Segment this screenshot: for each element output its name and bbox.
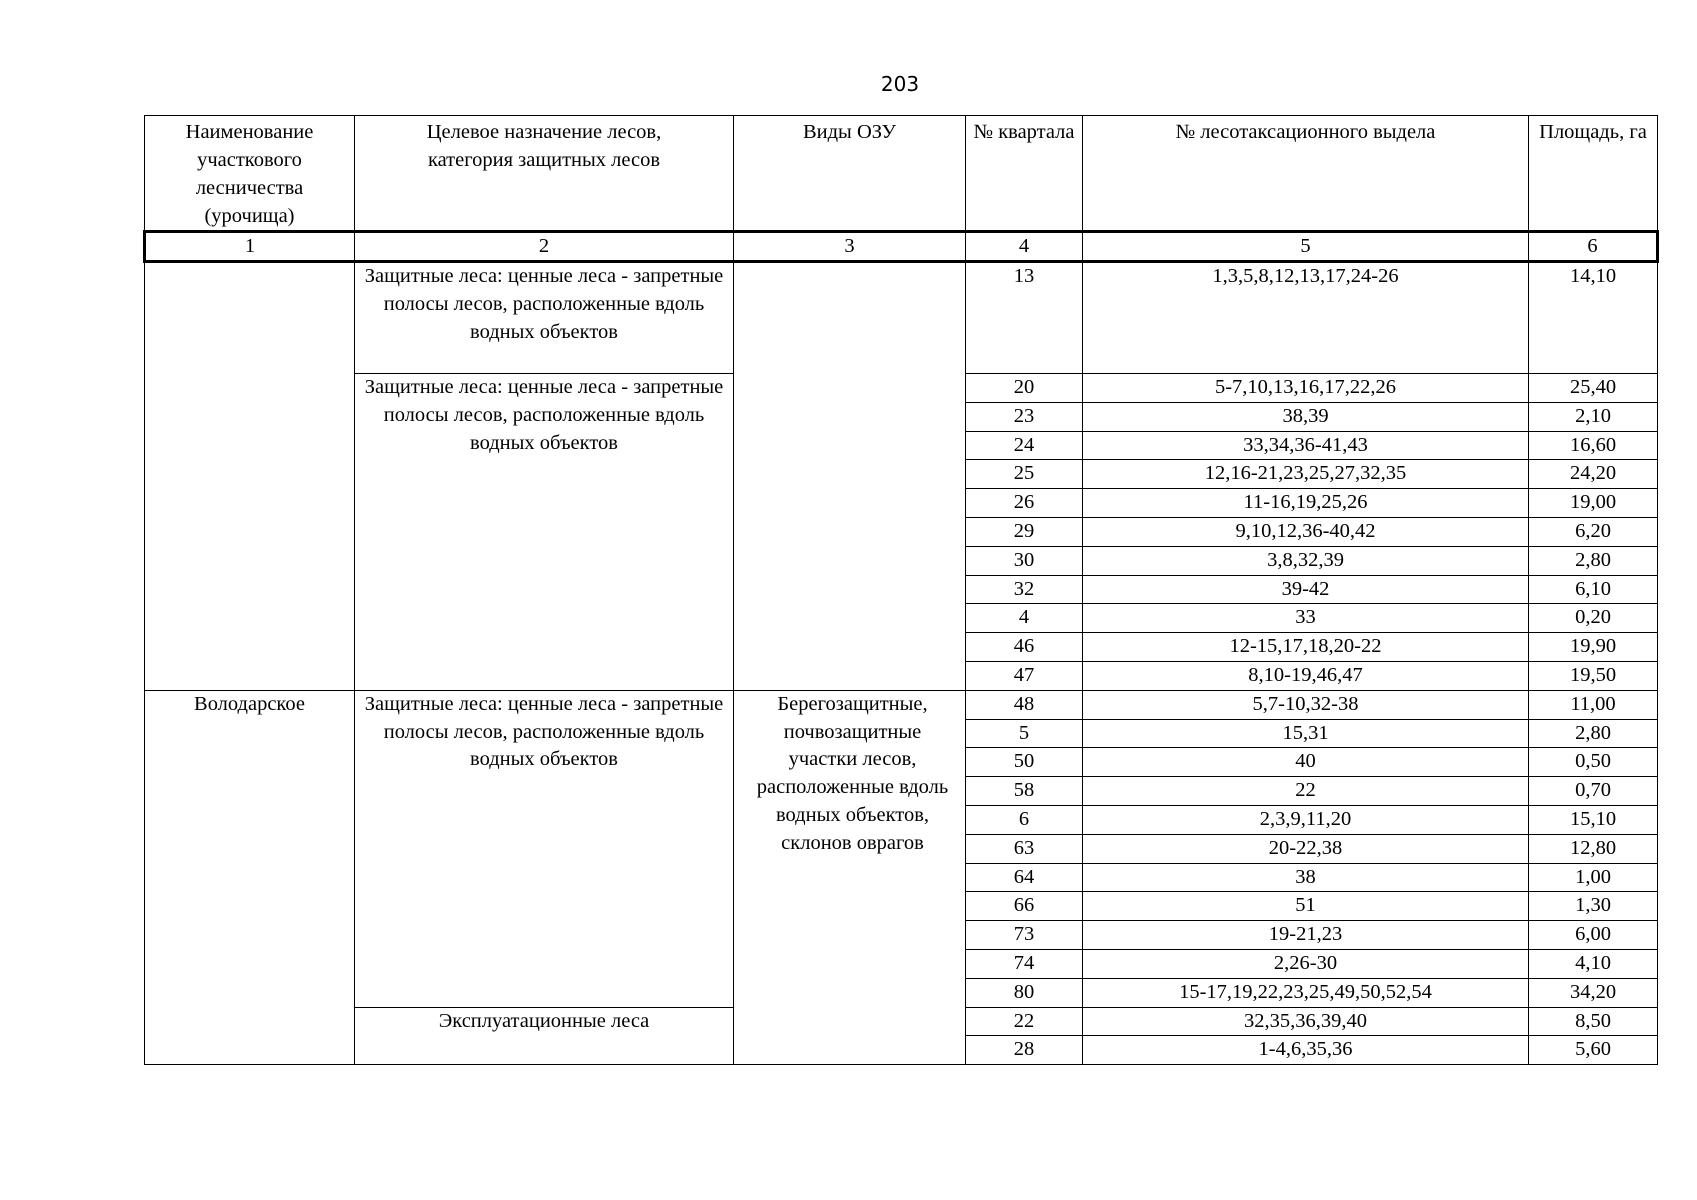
area-cell: 5,60 (1529, 1036, 1658, 1065)
quarter-cell: 6 (966, 805, 1083, 834)
table-row (145, 262, 1658, 374)
forestry-name-cell: Володарское (145, 690, 355, 1064)
area-cell: 1,00 (1529, 863, 1658, 892)
purpose-cell: Защитные леса: ценные леса - запретные полосы лесов, расположенные вдоль водных объектов (355, 374, 734, 691)
area-cell: 16,60 (1529, 431, 1658, 460)
plot-cell: 33 (1083, 604, 1529, 633)
purpose-cell: Защитные леса: ценные леса - запретные полосы лесов, расположенные вдоль водных объектов (355, 262, 734, 374)
area-cell: 0,50 (1529, 748, 1658, 777)
column-number: 5 (1083, 232, 1529, 262)
area-cell: 0,20 (1529, 604, 1658, 633)
quarter-cell: 29 (966, 517, 1083, 546)
plot-cell: 1-4,6,35,36 (1083, 1036, 1529, 1065)
plot-cell: 33,34,36-41,43 (1083, 431, 1529, 460)
area-cell: 2,80 (1529, 719, 1658, 748)
quarter-cell: 30 (966, 546, 1083, 575)
header-plot: № лесотаксационного выдела (1083, 116, 1529, 232)
quarter-cell: 50 (966, 748, 1083, 777)
area-cell: 34,20 (1529, 978, 1658, 1007)
plot-cell: 9,10,12,36-40,42 (1083, 517, 1529, 546)
plot-cell: 38 (1083, 863, 1529, 892)
quarter-cell: 58 (966, 777, 1083, 806)
area-cell: 2,10 (1529, 402, 1658, 431)
plot-cell: 19-21,23 (1083, 921, 1529, 950)
plot-cell: 15-17,19,22,23,25,49,50,52,54 (1083, 978, 1529, 1007)
plot-cell: 38,39 (1083, 402, 1529, 431)
plot-cell: 3,8,32,39 (1083, 546, 1529, 575)
table-row (145, 690, 1658, 719)
quarter-cell: 48 (966, 690, 1083, 719)
quarter-cell: 73 (966, 921, 1083, 950)
quarter-cell: 74 (966, 949, 1083, 978)
area-cell: 19,00 (1529, 489, 1658, 518)
header-ozu: Виды ОЗУ (734, 116, 966, 232)
quarter-cell: 23 (966, 402, 1083, 431)
quarter-cell: 22 (966, 1007, 1083, 1036)
quarter-cell: 28 (966, 1036, 1083, 1065)
plot-cell: 51 (1083, 892, 1529, 921)
area-cell: 6,00 (1529, 921, 1658, 950)
header-quarter: № квартала (966, 116, 1083, 232)
quarter-cell: 32 (966, 575, 1083, 604)
plot-cell: 11-16,19,25,26 (1083, 489, 1529, 518)
area-cell: 4,10 (1529, 949, 1658, 978)
quarter-cell: 13 (966, 262, 1083, 374)
area-cell: 8,50 (1529, 1007, 1658, 1036)
column-number: 3 (734, 232, 966, 262)
plot-cell: 15,31 (1083, 719, 1529, 748)
plot-cell: 1,3,5,8,12,13,17,24-26 (1083, 262, 1529, 374)
plot-cell: 5,7-10,32-38 (1083, 690, 1529, 719)
header-purpose: Целевое назначение лесов, категория защитных лесов (355, 116, 734, 232)
plot-cell: 12-15,17,18,20-22 (1083, 633, 1529, 662)
quarter-cell: 4 (966, 604, 1083, 633)
area-cell: 11,00 (1529, 690, 1658, 719)
column-number-row (145, 232, 1658, 262)
plot-cell: 8,10-19,46,47 (1083, 661, 1529, 690)
quarter-cell: 63 (966, 834, 1083, 863)
area-cell: 24,20 (1529, 460, 1658, 489)
area-cell: 25,40 (1529, 374, 1658, 403)
quarter-cell: 25 (966, 460, 1083, 489)
area-cell: 12,80 (1529, 834, 1658, 863)
area-cell: 2,80 (1529, 546, 1658, 575)
area-cell: 0,70 (1529, 777, 1658, 806)
plot-cell: 2,3,9,11,20 (1083, 805, 1529, 834)
plot-cell: 20-22,38 (1083, 834, 1529, 863)
area-cell: 6,10 (1529, 575, 1658, 604)
plot-cell: 2,26-30 (1083, 949, 1529, 978)
column-number: 6 (1529, 232, 1658, 262)
area-cell: 19,90 (1529, 633, 1658, 662)
quarter-cell: 5 (966, 719, 1083, 748)
area-cell: 1,30 (1529, 892, 1658, 921)
header-row (145, 116, 1658, 232)
page-number: 203 (880, 72, 920, 96)
plot-cell: 39-42 (1083, 575, 1529, 604)
ozu-cell-empty (734, 262, 966, 691)
plot-cell: 40 (1083, 748, 1529, 777)
plot-cell: 22 (1083, 777, 1529, 806)
quarter-cell: 26 (966, 489, 1083, 518)
column-number: 2 (355, 232, 734, 262)
area-cell: 15,10 (1529, 805, 1658, 834)
purpose-exploitation-cell: Эксплуатационные леса (355, 1007, 734, 1065)
column-number: 1 (145, 232, 355, 262)
area-cell: 19,50 (1529, 661, 1658, 690)
quarter-cell: 64 (966, 863, 1083, 892)
plot-cell: 32,35,36,39,40 (1083, 1007, 1529, 1036)
header-forestry: Наименование участкового лесничества (урочища) (145, 116, 355, 232)
forest-allocation-table (143, 115, 1659, 1065)
quarter-cell: 80 (966, 978, 1083, 1007)
purpose-cell: Защитные леса: ценные леса - запретные полосы лесов, расположенные вдоль водных объектов (355, 690, 734, 1007)
column-number: 4 (966, 232, 1083, 262)
quarter-cell: 47 (966, 661, 1083, 690)
quarter-cell: 20 (966, 374, 1083, 403)
plot-cell: 5-7,10,13,16,17,22,26 (1083, 374, 1529, 403)
forestry-cell-empty (145, 262, 355, 691)
quarter-cell: 24 (966, 431, 1083, 460)
area-cell: 14,10 (1529, 262, 1658, 374)
plot-cell: 12,16-21,23,25,27,32,35 (1083, 460, 1529, 489)
quarter-cell: 66 (966, 892, 1083, 921)
ozu-type-cell: Берегозащитные, почвозащитные участки лесов, расположенные вдоль водных объектов, склонов оврагов (734, 690, 966, 1064)
area-cell: 6,20 (1529, 517, 1658, 546)
quarter-cell: 46 (966, 633, 1083, 662)
header-area: Площадь, га (1529, 116, 1658, 232)
